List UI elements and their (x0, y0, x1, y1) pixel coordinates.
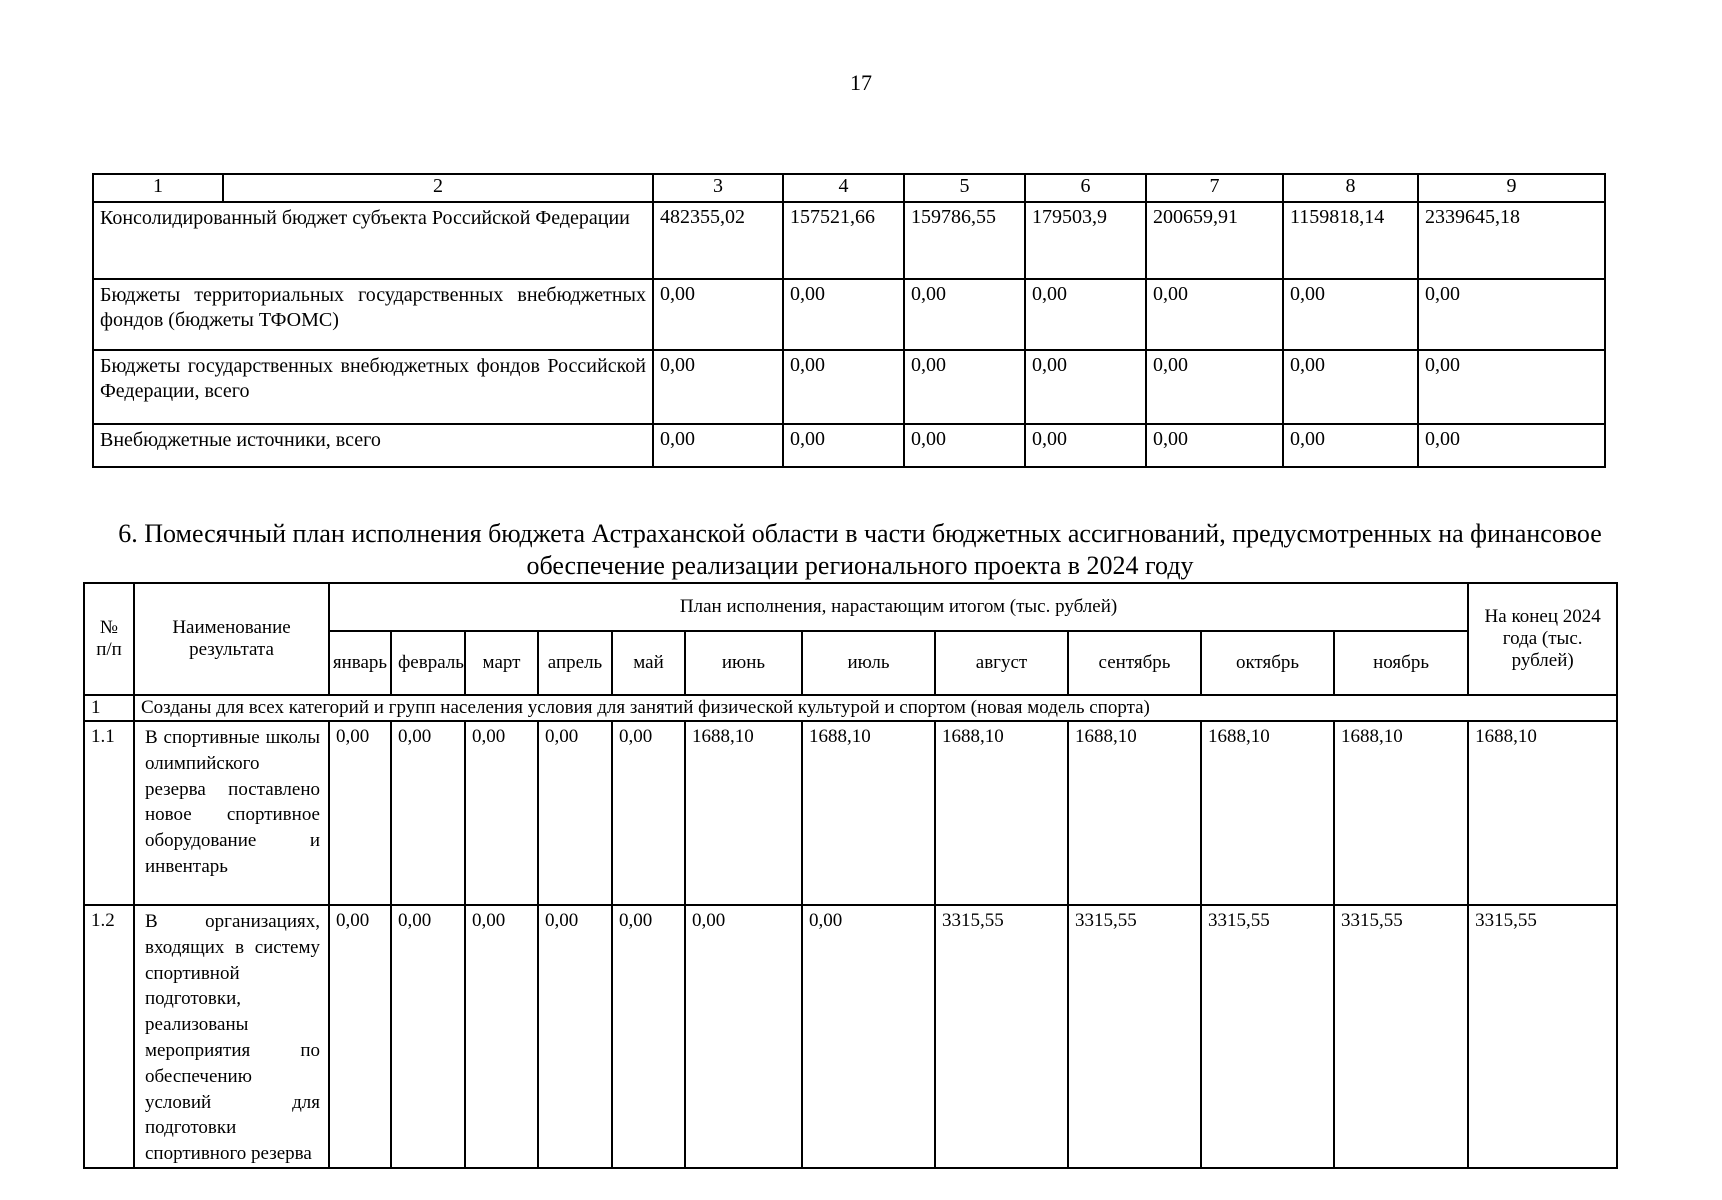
page-number: 17 (850, 70, 872, 95)
month-header: февраль (391, 631, 465, 695)
row-label: Бюджеты территориальных государственных внебюджетных фондов (бюджеты ТФОМС) (93, 279, 653, 350)
cell-value: 0,00 (391, 905, 465, 1168)
cell-value: 1688,10 (935, 721, 1068, 905)
cell-value: 0,00 (653, 424, 783, 467)
cell-value: 0,00 (1283, 279, 1418, 350)
column-number: 6 (1025, 174, 1146, 202)
table-row (93, 424, 1605, 467)
cell-value: 0,00 (783, 424, 904, 467)
cell-value: 0,00 (1283, 424, 1418, 467)
result-name: В спортивные школы олимпийского резерва поставлено новое спортивное оборудование и инвентарь (134, 721, 329, 905)
header-end: На конец 2024 года (тыс. рублей) (1468, 583, 1617, 695)
column-number: 2 (223, 174, 653, 202)
table-row (93, 279, 1605, 350)
cell-value: 0,00 (904, 424, 1025, 467)
section-title: 6. Помесячный план исполнения бюджета Астраханской области в части бюджетных ассигнований, предусмотренных на финансовое обеспечение реализации регионального проекта в 2024 году (118, 519, 1602, 580)
cell-value: 3315,55 (935, 905, 1068, 1168)
cell-value: 0,00 (538, 721, 612, 905)
header-name: Наименование результата (134, 583, 329, 695)
header-row (84, 583, 1617, 631)
cell-value: 0,00 (802, 905, 935, 1168)
cell-value: 0,00 (391, 721, 465, 905)
month-header: октябрь (1201, 631, 1334, 695)
monthly-plan-table (83, 582, 1618, 1169)
cell-value: 0,00 (1418, 424, 1605, 467)
column-number: 9 (1418, 174, 1605, 202)
month-header: март (465, 631, 538, 695)
month-header: июль (802, 631, 935, 695)
cell-value: 0,00 (1025, 350, 1146, 424)
cell-value: 0,00 (329, 905, 391, 1168)
cell-value: 0,00 (329, 721, 391, 905)
cell-value: 1688,10 (1334, 721, 1468, 905)
cell-value: 0,00 (783, 279, 904, 350)
row-label: Бюджеты государственных внебюджетных фондов Российской Федерации, всего (93, 350, 653, 424)
column-number: 4 (783, 174, 904, 202)
row-label: Консолидированный бюджет субъекта Российской Федерации (93, 202, 653, 279)
cell-value: 179503,9 (1025, 202, 1146, 279)
header-num: № п/п (84, 583, 134, 695)
cell-value: 0,00 (904, 279, 1025, 350)
cell-value: 200659,91 (1146, 202, 1283, 279)
cell-value: 3315,55 (1201, 905, 1334, 1168)
table-row (84, 905, 1617, 1168)
cell-value: 0,00 (653, 279, 783, 350)
cell-value: 0,00 (1283, 350, 1418, 424)
row-num: 1.2 (84, 905, 134, 1168)
cell-value: 0,00 (1025, 279, 1146, 350)
table-row (84, 721, 1617, 905)
month-header: апрель (538, 631, 612, 695)
month-header: май (612, 631, 685, 695)
cell-value: 3315,55 (1068, 905, 1201, 1168)
cell-value: 159786,55 (904, 202, 1025, 279)
month-header: июнь (685, 631, 802, 695)
column-number: 1 (93, 174, 223, 202)
cell-value: 3315,55 (1334, 905, 1468, 1168)
cell-value: 0,00 (904, 350, 1025, 424)
cell-value: 2339645,18 (1418, 202, 1605, 279)
cell-value: 1688,10 (1068, 721, 1201, 905)
row-label: Внебюджетные источники, всего (93, 424, 653, 467)
section-num: 1 (84, 695, 134, 721)
cell-value: 1159818,14 (1283, 202, 1418, 279)
month-header: январь (329, 631, 391, 695)
column-number: 7 (1146, 174, 1283, 202)
cell-value: 0,00 (1146, 279, 1283, 350)
end-value: 1688,10 (1468, 721, 1617, 905)
table-row (93, 350, 1605, 424)
header-plan: План исполнения, нарастающим итогом (тыс. рублей) (329, 583, 1468, 631)
cell-value: 482355,02 (653, 202, 783, 279)
cell-value: 0,00 (685, 905, 802, 1168)
cell-value: 1688,10 (802, 721, 935, 905)
cell-value: 157521,66 (783, 202, 904, 279)
cell-value: 1688,10 (685, 721, 802, 905)
cell-value: 0,00 (538, 905, 612, 1168)
section-text: Созданы для всех категорий и групп населения условия для занятий физической культурой и спортом (новая модель спорта) (134, 695, 1617, 721)
result-name: В организациях, входящих в систему спортивной подготовки, реализованы мероприятия по обеспечению условий для подготовки спортивного резерва (134, 905, 329, 1168)
column-number-row (93, 174, 1605, 202)
month-header: ноябрь (1334, 631, 1468, 695)
cell-value: 0,00 (1146, 350, 1283, 424)
cell-value: 0,00 (465, 905, 538, 1168)
cell-value: 0,00 (653, 350, 783, 424)
cell-value: 0,00 (1146, 424, 1283, 467)
cell-value: 0,00 (1418, 350, 1605, 424)
end-value: 3315,55 (1468, 905, 1617, 1168)
cell-value: 1688,10 (1201, 721, 1334, 905)
cell-value: 0,00 (1418, 279, 1605, 350)
cell-value: 0,00 (612, 721, 685, 905)
cell-value: 0,00 (783, 350, 904, 424)
cell-value: 0,00 (612, 905, 685, 1168)
column-number: 3 (653, 174, 783, 202)
month-header: сентябрь (1068, 631, 1201, 695)
cell-value: 0,00 (1025, 424, 1146, 467)
row-num: 1.1 (84, 721, 134, 905)
table-row (93, 202, 1605, 279)
cell-value: 0,00 (465, 721, 538, 905)
month-header: август (935, 631, 1068, 695)
budget-sources-table (92, 173, 1606, 468)
section-row (84, 695, 1617, 721)
column-number: 5 (904, 174, 1025, 202)
column-number: 8 (1283, 174, 1418, 202)
